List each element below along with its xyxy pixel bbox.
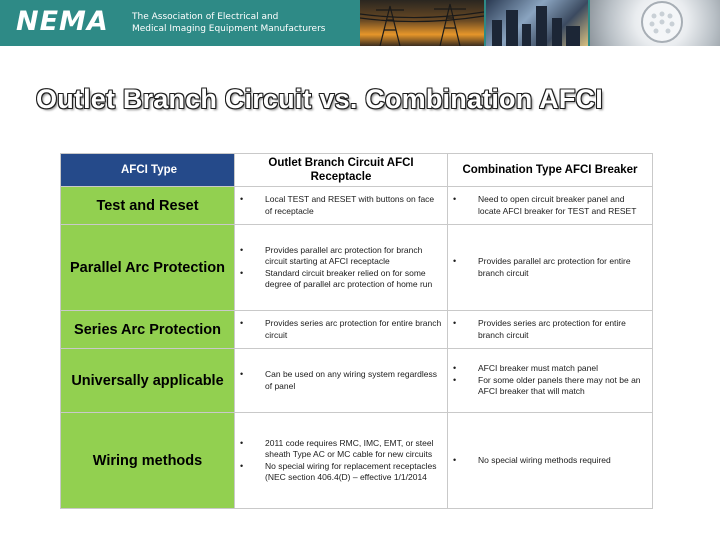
header-outlet-line-1: Outlet Branch Circuit AFCI: [268, 157, 414, 169]
tagline-line-2: Medical Imaging Equipment Manufacturers: [132, 24, 326, 34]
list-item: • Provides series arc protection for entire branch circuit: [240, 318, 442, 340]
list-item: • No special wiring methods required: [453, 454, 611, 465]
bullet-icon: •: [453, 454, 457, 465]
outlet-cell: [235, 187, 448, 225]
row-label: Universally applicable: [61, 349, 235, 413]
logo-text: NEMA: [16, 6, 109, 37]
list-item: • Can be used on any wiring system regardless of panel: [240, 369, 437, 391]
table-row: [61, 187, 653, 225]
list-item: • For some older panels there may not be an AFCI breaker that will match: [453, 374, 641, 397]
bullet-icon: •: [240, 437, 244, 448]
list-item: • 2011 code requires RMC, IMC, EMT, or steel sheath Type AC or MC cable for new circuits: [240, 437, 434, 459]
tagline-line-1: The Association of Electrical and: [132, 12, 279, 22]
bullet-icon: •: [453, 363, 457, 374]
table-row: [61, 413, 653, 509]
bullet-icon: •: [453, 194, 457, 204]
list-item: • Need to open circuit breaker panel and locate AFCI breaker for TEST and RESET: [453, 194, 637, 216]
bullet-icon: •: [453, 318, 457, 328]
bullet-icon: •: [240, 369, 244, 379]
row-label: Test and Reset: [61, 187, 235, 225]
list-item: • Local TEST and RESET with buttons on face of receptacle: [240, 194, 435, 216]
table-row: [61, 311, 653, 349]
bullet-icon: •: [240, 194, 244, 204]
combination-cell: [448, 349, 653, 413]
list-item: • Provides series arc protection for entire branch circuit: [453, 318, 626, 340]
slide-title: Outlet Branch Circuit vs. Combination AFCI: [36, 84, 603, 114]
nema-logo: [16, 6, 109, 38]
header-afci-type: AFCI Type: [61, 154, 235, 187]
list-item: • Provides parallel arc protection for branch circuit starting at AFCI receptacle: [240, 244, 423, 266]
row-label: Series Arc Protection: [61, 311, 235, 349]
header-outlet-branch-circuit: [235, 154, 448, 187]
power-lines-photo: [360, 0, 484, 46]
table-header-row: [61, 154, 653, 187]
skyline-icon: [486, 0, 588, 46]
outlet-cell: [235, 349, 448, 413]
list-item: • AFCI breaker must match panel: [453, 363, 598, 374]
table-row: [61, 225, 653, 311]
outlet-cell: [235, 311, 448, 349]
bullet-icon: •: [240, 267, 244, 278]
afci-comparison-table: [60, 153, 653, 509]
header-combination-breaker: Combination Type AFCI Breaker: [448, 154, 653, 187]
bullet-icon: •: [453, 256, 457, 266]
bullet-icon: •: [453, 374, 457, 385]
list-item: • Standard circuit breaker relied on for some degree of parallel arc protection of home run: [240, 267, 433, 289]
header-outlet-line-2: Receptacle: [310, 171, 372, 183]
bullet-icon: •: [240, 244, 244, 255]
led-bulb-icon: [590, 0, 720, 46]
tagline: [132, 11, 325, 35]
city-skyline-photo: [486, 0, 588, 46]
outlet-cell: [235, 225, 448, 311]
combination-cell: [448, 413, 653, 509]
header-band: [0, 0, 720, 46]
power-tower-icon: [360, 0, 484, 46]
bullet-icon: •: [240, 318, 244, 328]
bullet-icon: •: [240, 460, 244, 471]
led-lamp-photo: [590, 0, 720, 46]
table-row: [61, 349, 653, 413]
combination-cell: [448, 225, 653, 311]
outlet-cell: [235, 413, 448, 509]
row-label: Parallel Arc Protection: [61, 225, 235, 311]
combination-cell: [448, 311, 653, 349]
combination-cell: [448, 187, 653, 225]
row-label: Wiring methods: [61, 413, 235, 509]
list-item: • No special wiring for replacement receptacles (NEC section 406.4(D) – effective 1/1/2014: [240, 460, 437, 482]
list-item: • Provides parallel arc protection for entire branch circuit: [453, 256, 631, 278]
